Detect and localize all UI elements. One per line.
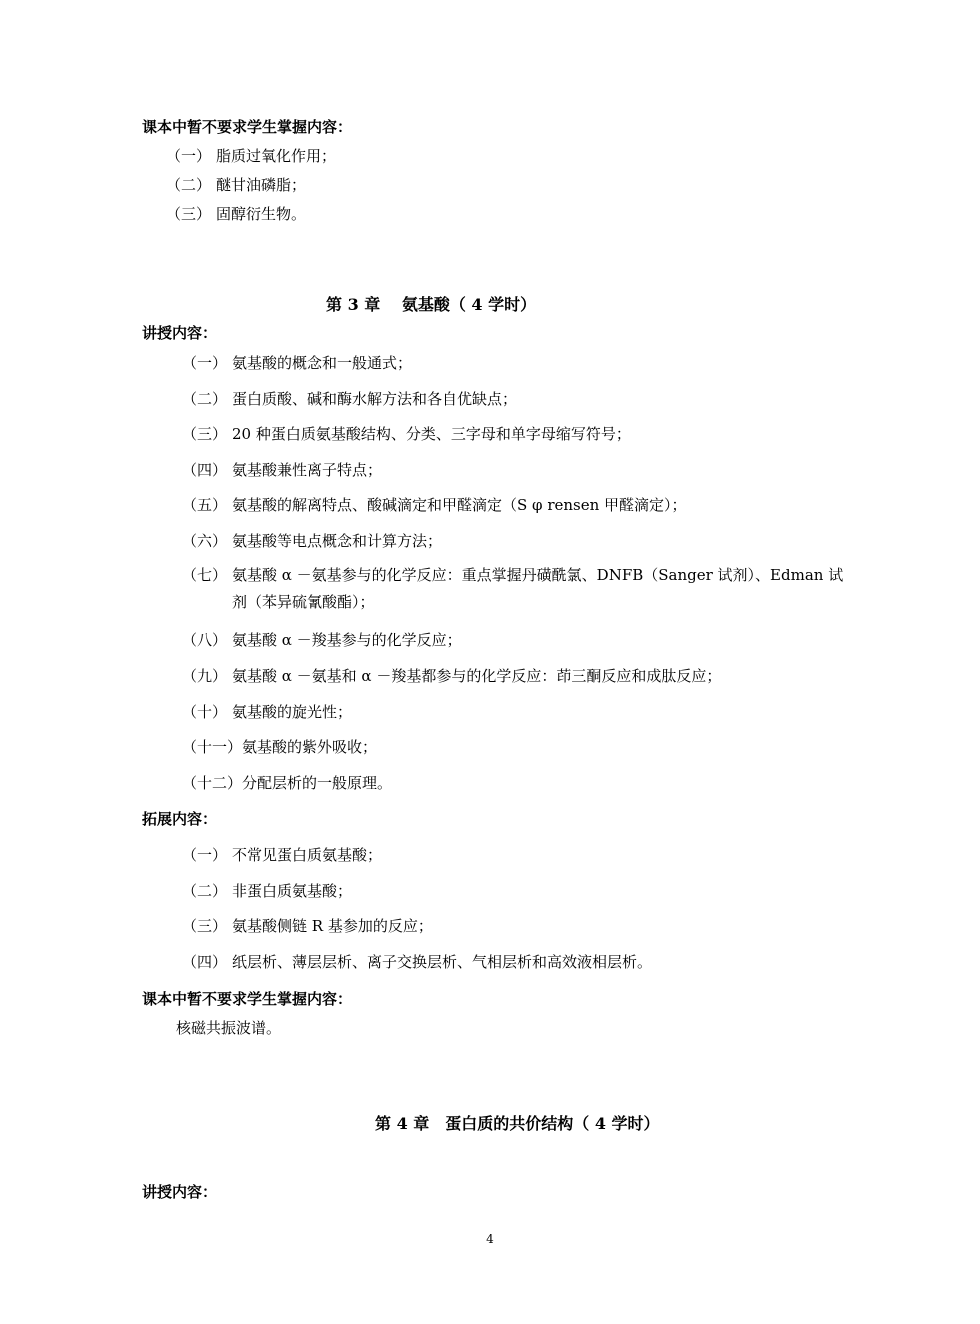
chapter-3-title: 第 3 章 氨基酸（ 4 学时）: [326, 295, 537, 314]
list-item: [182, 352, 412, 373]
item-text: 氨基酸的解离特点、酸碱滴定和甲醛滴定（S φ rensen 甲醛滴定）；: [232, 496, 687, 514]
item-number: （二）: [166, 176, 212, 194]
item-text: 氨基酸的旋光性；: [232, 703, 353, 721]
list-item: [182, 915, 433, 936]
item-text: 氨基酸兼性离子特点；: [232, 461, 383, 479]
item-text: 20 种蛋白质氨基酸结构、分类、三字母和单字母缩写符号；: [232, 425, 631, 443]
item-text: 氨基酸的紫外吸收；: [242, 738, 378, 756]
item-number: （六）: [182, 532, 228, 550]
item-text: 氨基酸的概念和一般通式；: [232, 354, 413, 372]
list-item: [182, 736, 377, 757]
item-text: 氨基酸 α －羧基参与的化学反应；: [232, 631, 462, 649]
list-item: [182, 423, 631, 444]
list-item: [182, 388, 517, 409]
item-number: （一）: [182, 354, 228, 372]
item-number: （三）: [182, 917, 228, 935]
chapter-4-title: 第 4 章 蛋白质的共价结构（ 4 学时）: [375, 1114, 660, 1133]
item-text: 非蛋白质氨基酸；: [232, 882, 353, 900]
item-number: （四）: [182, 461, 228, 479]
item-number: （十一）: [182, 738, 243, 756]
item-text: 氨基酸等电点概念和计算方法；: [232, 532, 443, 550]
list-item: [182, 459, 382, 480]
item-text: 分配层析的一般原理。: [242, 774, 393, 792]
list-item: [166, 174, 306, 195]
item-number: （三）: [166, 205, 212, 223]
item-text: 不常见蛋白质氨基酸；: [232, 846, 383, 864]
item-number: （九）: [182, 667, 228, 685]
not-required-heading: 课本中暂不要求学生掌握内容：: [142, 990, 353, 1008]
item-text: 纸层析、薄层层析、离子交换层析、气相层析和高效液相层析。: [232, 953, 653, 971]
page-number: 4: [486, 1232, 494, 1246]
item-number: （十）: [182, 703, 228, 721]
item-text: 氨基酸 α －氨基参与的化学反应：重点掌握丹磺酰氯、DNFB（Sanger 试剂）、Edman 试剂（苯异硫氰酸酯）；: [232, 566, 844, 611]
not-required-text: 核磁共振波谱。: [176, 1019, 282, 1037]
lecture-heading: 讲授内容：: [142, 324, 218, 342]
list-item: [182, 880, 352, 901]
item-number: （二）: [182, 882, 228, 900]
item-text: 固醇衍生物。: [216, 205, 307, 223]
lecture-heading: 讲授内容：: [142, 1183, 218, 1201]
extension-heading: 拓展内容：: [142, 810, 218, 828]
list-item: [182, 665, 721, 686]
list-item: [182, 562, 862, 611]
item-text: 氨基酸 α －氨基和 α －羧基都参与的化学反应：茚三酮反应和成肽反应；: [232, 667, 722, 685]
list-item: [182, 951, 652, 972]
item-number: （一）: [182, 846, 228, 864]
list-item: [182, 844, 382, 865]
item-number: （十二）: [182, 774, 243, 792]
not-required-heading: 课本中暂不要求学生掌握内容：: [142, 118, 353, 136]
item-number: （三）: [182, 425, 228, 443]
list-item: [166, 203, 306, 224]
item-text: 醚甘油磷脂；: [216, 176, 307, 194]
item-text: 氨基酸侧链 R 基参加的反应；: [232, 917, 433, 935]
item-number: （四）: [182, 953, 228, 971]
item-text: 脂质过氧化作用；: [216, 147, 337, 165]
list-item: [182, 530, 442, 551]
list-item: [182, 772, 392, 793]
list-item: [166, 145, 336, 166]
item-text: 蛋白质酸、碱和酶水解方法和各自优缺点；: [232, 390, 518, 408]
list-item: [182, 701, 352, 722]
item-number: （二）: [182, 390, 228, 408]
list-item: [182, 629, 462, 650]
item-number: （五）: [182, 496, 228, 514]
list-item: [182, 494, 687, 515]
item-number: （一）: [166, 147, 212, 165]
item-number: （八）: [182, 631, 228, 649]
item-number: （七）: [182, 566, 228, 584]
